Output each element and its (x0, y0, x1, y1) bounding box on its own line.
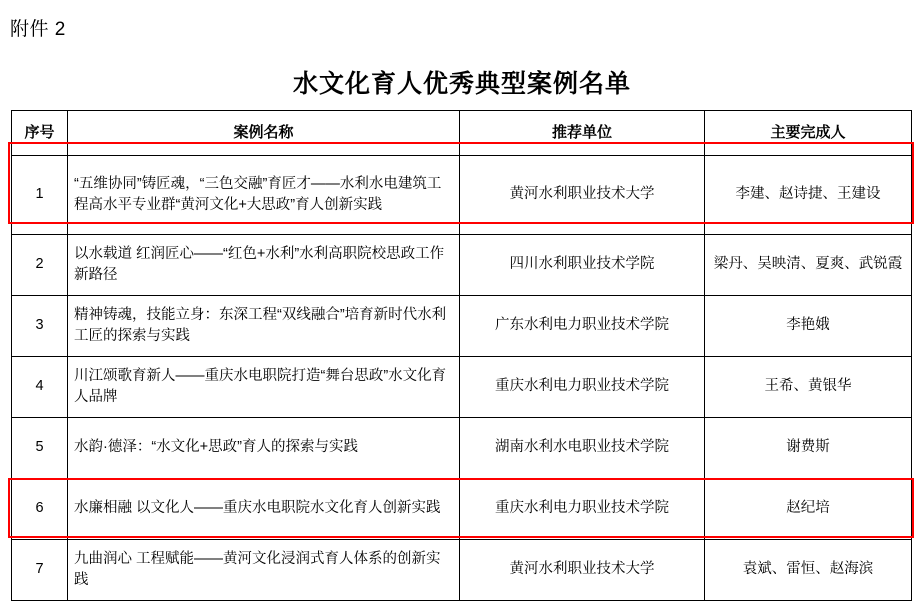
cell-case-name: 以水载道 红润匠心——“红色+水利”水利高职院校思政工作新路径 (68, 235, 460, 296)
column-header-main-contributors: 主要完成人 (705, 111, 912, 156)
cell-main-contributors: 王希、黄银华 (705, 357, 912, 418)
table-row (12, 296, 912, 357)
cell-recommend-unit: 重庆水利电力职业技术学院 (460, 357, 705, 418)
cell-index: 2 (12, 235, 68, 296)
cell-main-contributors: 袁斌、雷恒、赵海滨 (705, 540, 912, 601)
cell-index: 1 (12, 156, 68, 235)
table-row (12, 540, 912, 601)
cell-main-contributors: 李艳娥 (705, 296, 912, 357)
cell-case-name: 精神铸魂，技能立身：东深工程“双线融合”培育新时代水利工匠的探索与实践 (68, 296, 460, 357)
column-header-case-name: 案例名称 (68, 111, 460, 156)
table-row (12, 357, 912, 418)
table-row (12, 235, 912, 296)
cell-case-name: 川江颂歌育新人——重庆水电职院打造“舞台思政”水文化育人品牌 (68, 357, 460, 418)
cell-main-contributors: 赵纪培 (705, 479, 912, 540)
cell-index: 6 (12, 479, 68, 540)
case-list-table (11, 110, 912, 601)
attachment-label: 附件 2 (10, 19, 66, 40)
cell-main-contributors: 李建、赵诗捷、王建设 (705, 156, 912, 235)
cell-recommend-unit: 四川水利职业技术学院 (460, 235, 705, 296)
cell-case-name: “五维协同”铸匠魂，“三色交融”育匠才——水利水电建筑工程高水平专业群“黄河文化+大思政”育人创新实践 (68, 156, 460, 235)
cell-case-name: 水廉相融 以文化人——重庆水电职院水文化育人创新实践 (68, 479, 460, 540)
table-row (12, 479, 912, 540)
cell-index: 3 (12, 296, 68, 357)
cell-recommend-unit: 黄河水利职业技术大学 (460, 540, 705, 601)
cell-recommend-unit: 湖南水利水电职业技术学院 (460, 418, 705, 479)
table-row (12, 156, 912, 235)
column-header-index: 序号 (12, 111, 68, 156)
cell-index: 4 (12, 357, 68, 418)
table-header-row (12, 111, 912, 156)
cell-recommend-unit: 黄河水利职业技术大学 (460, 156, 705, 235)
page-title: 水文化育人优秀典型案例名单 (292, 70, 631, 98)
cell-index: 5 (12, 418, 68, 479)
cell-main-contributors: 谢费斯 (705, 418, 912, 479)
cell-case-name: 水韵·德泽：“水文化+思政”育人的探索与实践 (68, 418, 460, 479)
table-row (12, 418, 912, 479)
cell-recommend-unit: 广东水利电力职业技术学院 (460, 296, 705, 357)
cell-main-contributors: 梁丹、吴映清、夏爽、武锐霞 (705, 235, 912, 296)
cell-case-name: 九曲润心 工程赋能——黄河文化浸润式育人体系的创新实践 (68, 540, 460, 601)
cell-index: 7 (12, 540, 68, 601)
cell-recommend-unit: 重庆水利电力职业技术学院 (460, 479, 705, 540)
column-header-recommend-unit: 推荐单位 (460, 111, 705, 156)
